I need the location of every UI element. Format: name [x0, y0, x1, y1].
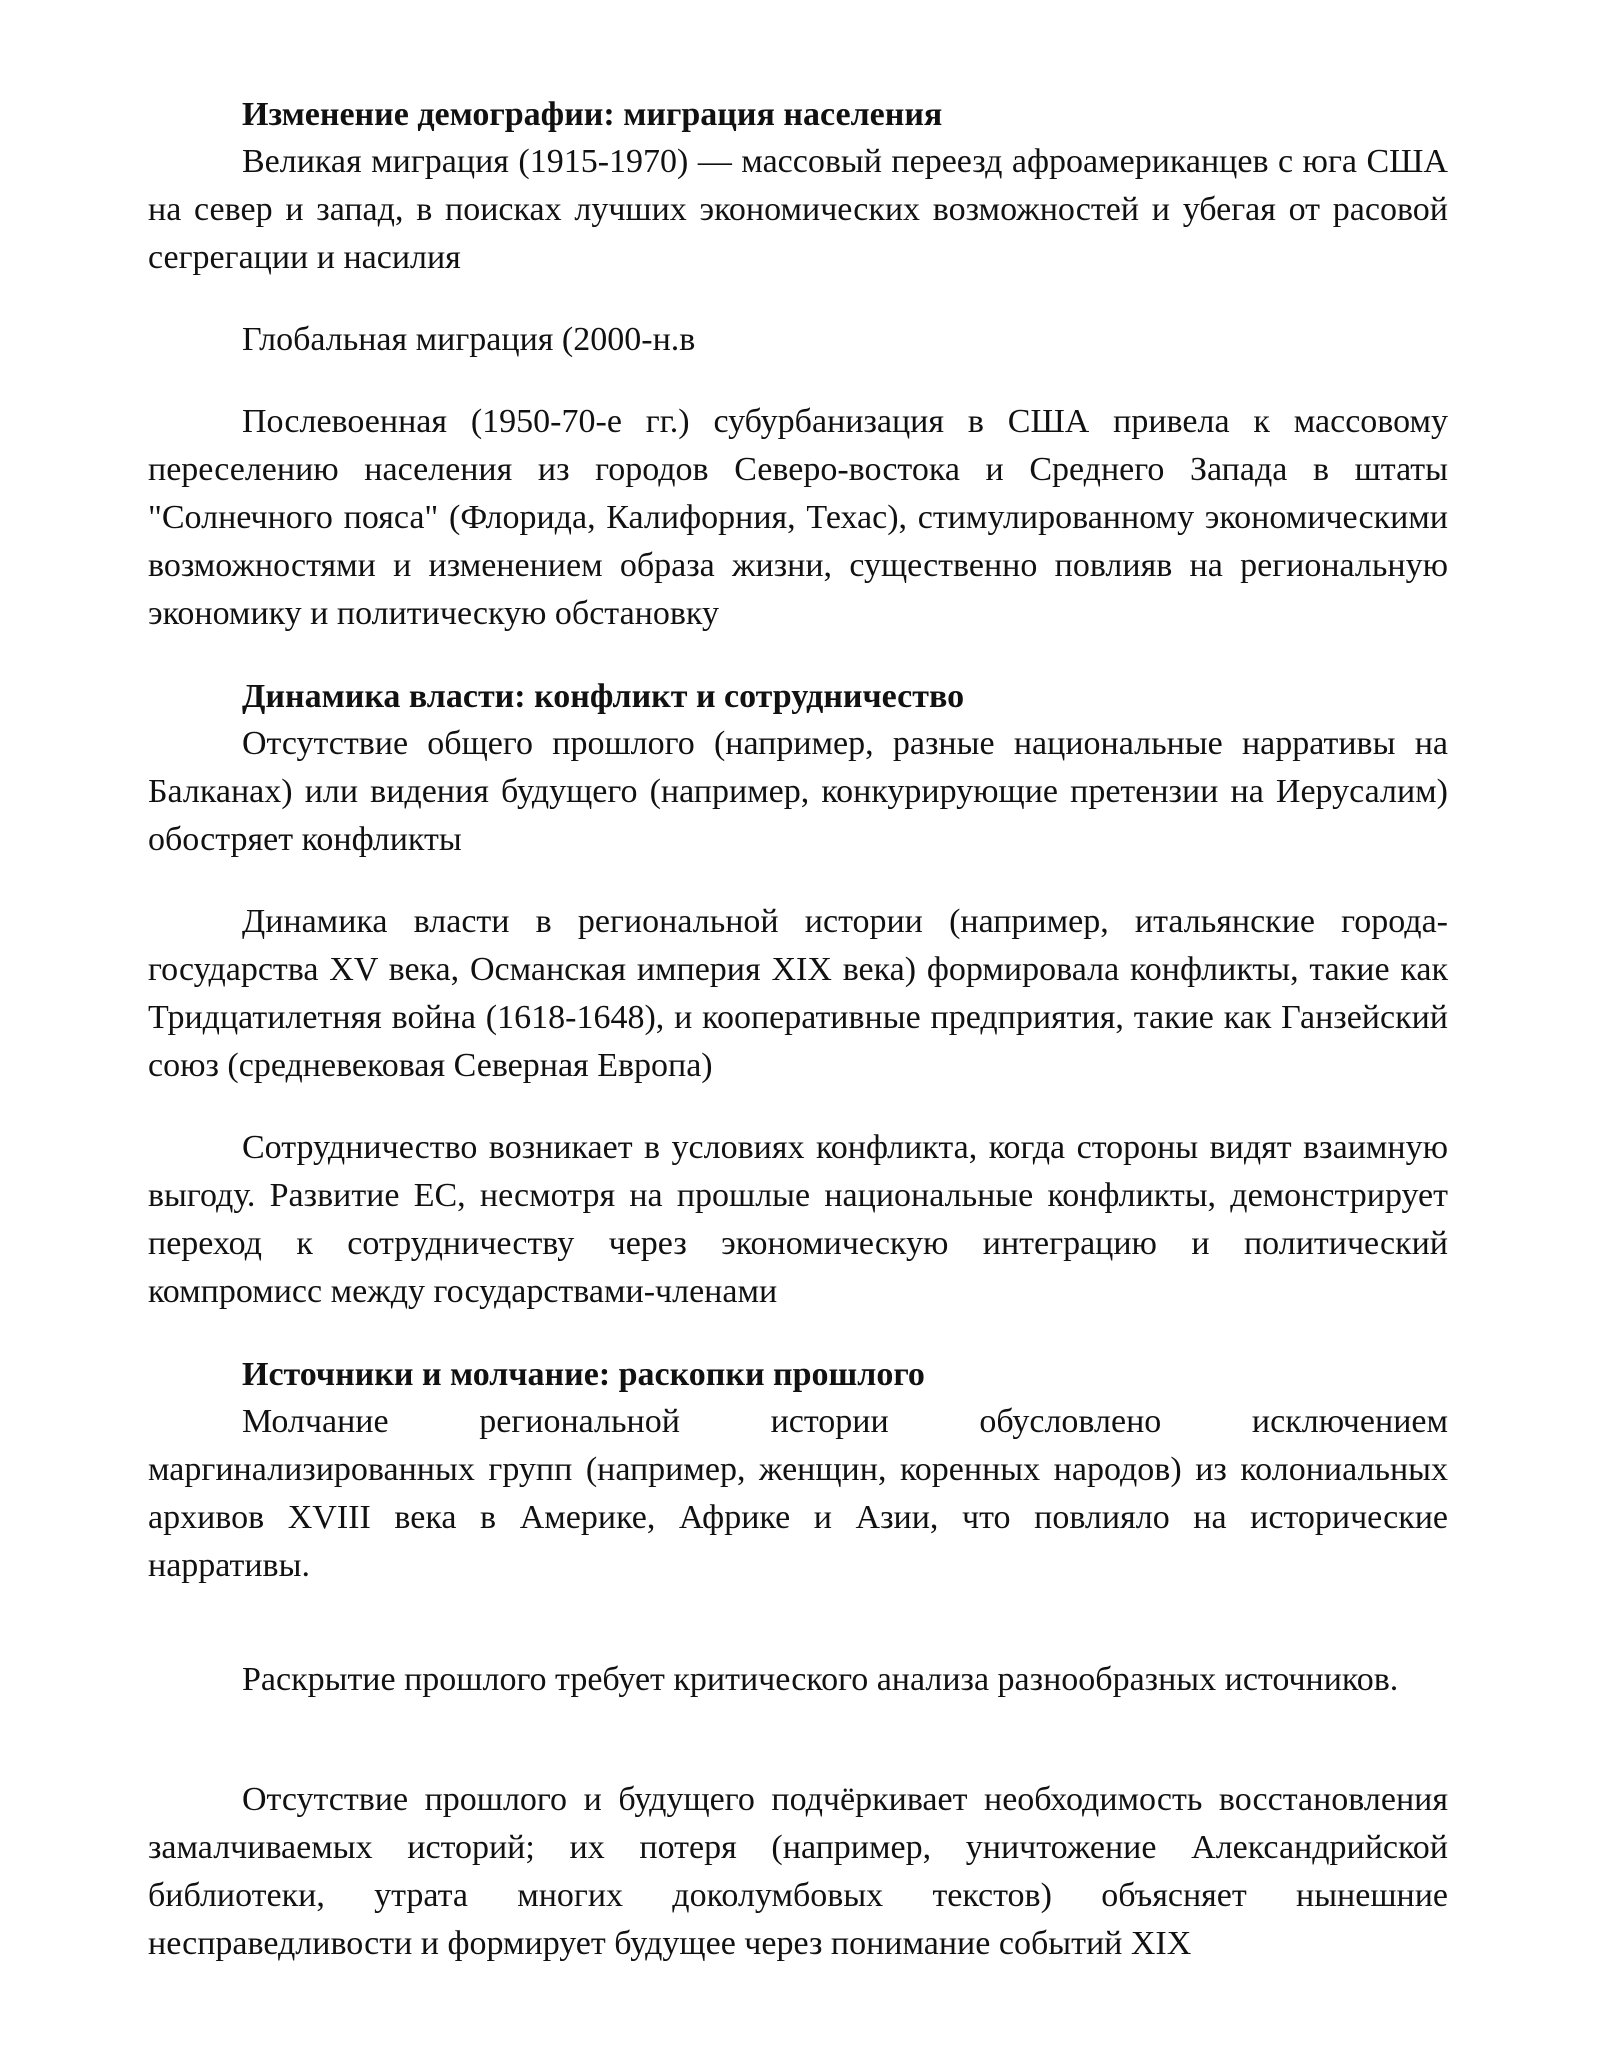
section-heading-sources-silence: Источники и молчание: раскопки прошлого	[242, 1356, 925, 1393]
paragraph-suburbanization: Послевоенная (1950-70-е гг.) субурбанизация в США привела к массовому переселению населения из городов Северо-востока и Среднего Запада в штаты "Солнечного пояса" (Флорида, Калифорния, Техас), стимулированному экономическими возможностями и изменением образа жизни, существенно повлияв на региональную экономику и политическую обстановку	[148, 403, 1448, 632]
section-heading-demography: Изменение демографии: миграция населения	[242, 96, 943, 133]
paragraph-great-migration: Великая миграция (1915-1970) — массовый переезд афроамериканцев с юга США на север и запад, в поисках лучших экономических возможностей и убегая от расовой сегрегации и насилия	[148, 143, 1448, 276]
paragraph-cooperation: Сотрудничество возникает в условиях конфликта, когда стороны видят взаимную выгоду. Развитие ЕС, несмотря на прошлые национальные конфликты, демонстрирует переход к сотрудничеству через экономическую интеграцию и политический компромисс между государствами-членами	[148, 1129, 1448, 1310]
section-heading-power-dynamics: Динамика власти: конфликт и сотрудничество	[242, 678, 965, 715]
paragraph-uncovering-past: Раскрытие прошлого требует критического анализа разнообразных источников.	[242, 1661, 1399, 1698]
paragraph-silence: Молчание региональной истории обусловлено исключением маргинализированных групп (например, женщин, коренных народов) из колониальных архивов XVIII века в Америке, Африке и Азии, что повлияло на исторические нарративы.	[148, 1403, 1448, 1584]
paragraph-absence: Отсутствие прошлого и будущего подчёркивает необходимость восстановления замалчиваемых историй; их потеря (например, уничтожение Александрийской библиотеки, утрата многих доколумбовых текстов) объясняет нынешние несправедливости и формирует будущее через понимание событий XIX	[148, 1781, 1448, 1962]
paragraph-global-migration: Глобальная миграция (2000-н.в	[242, 321, 696, 358]
document-page	[148, 92, 1448, 1968]
paragraph-regional-power: Динамика власти в региональной истории (например, итальянские города-государства XV века, Османская империя XIX века) формировала конфликты, такие как Тридцатилетняя война (1618-1648), и кооперативные предприятия, такие как Ганзейский союз (средневековая Северная Европа)	[148, 903, 1448, 1084]
paragraph-shared-past: Отсутствие общего прошлого (например, разные национальные нарративы на Балканах) или видения будущего (например, конкурирующие претензии на Иерусалим) обостряет конфликты	[148, 725, 1448, 858]
